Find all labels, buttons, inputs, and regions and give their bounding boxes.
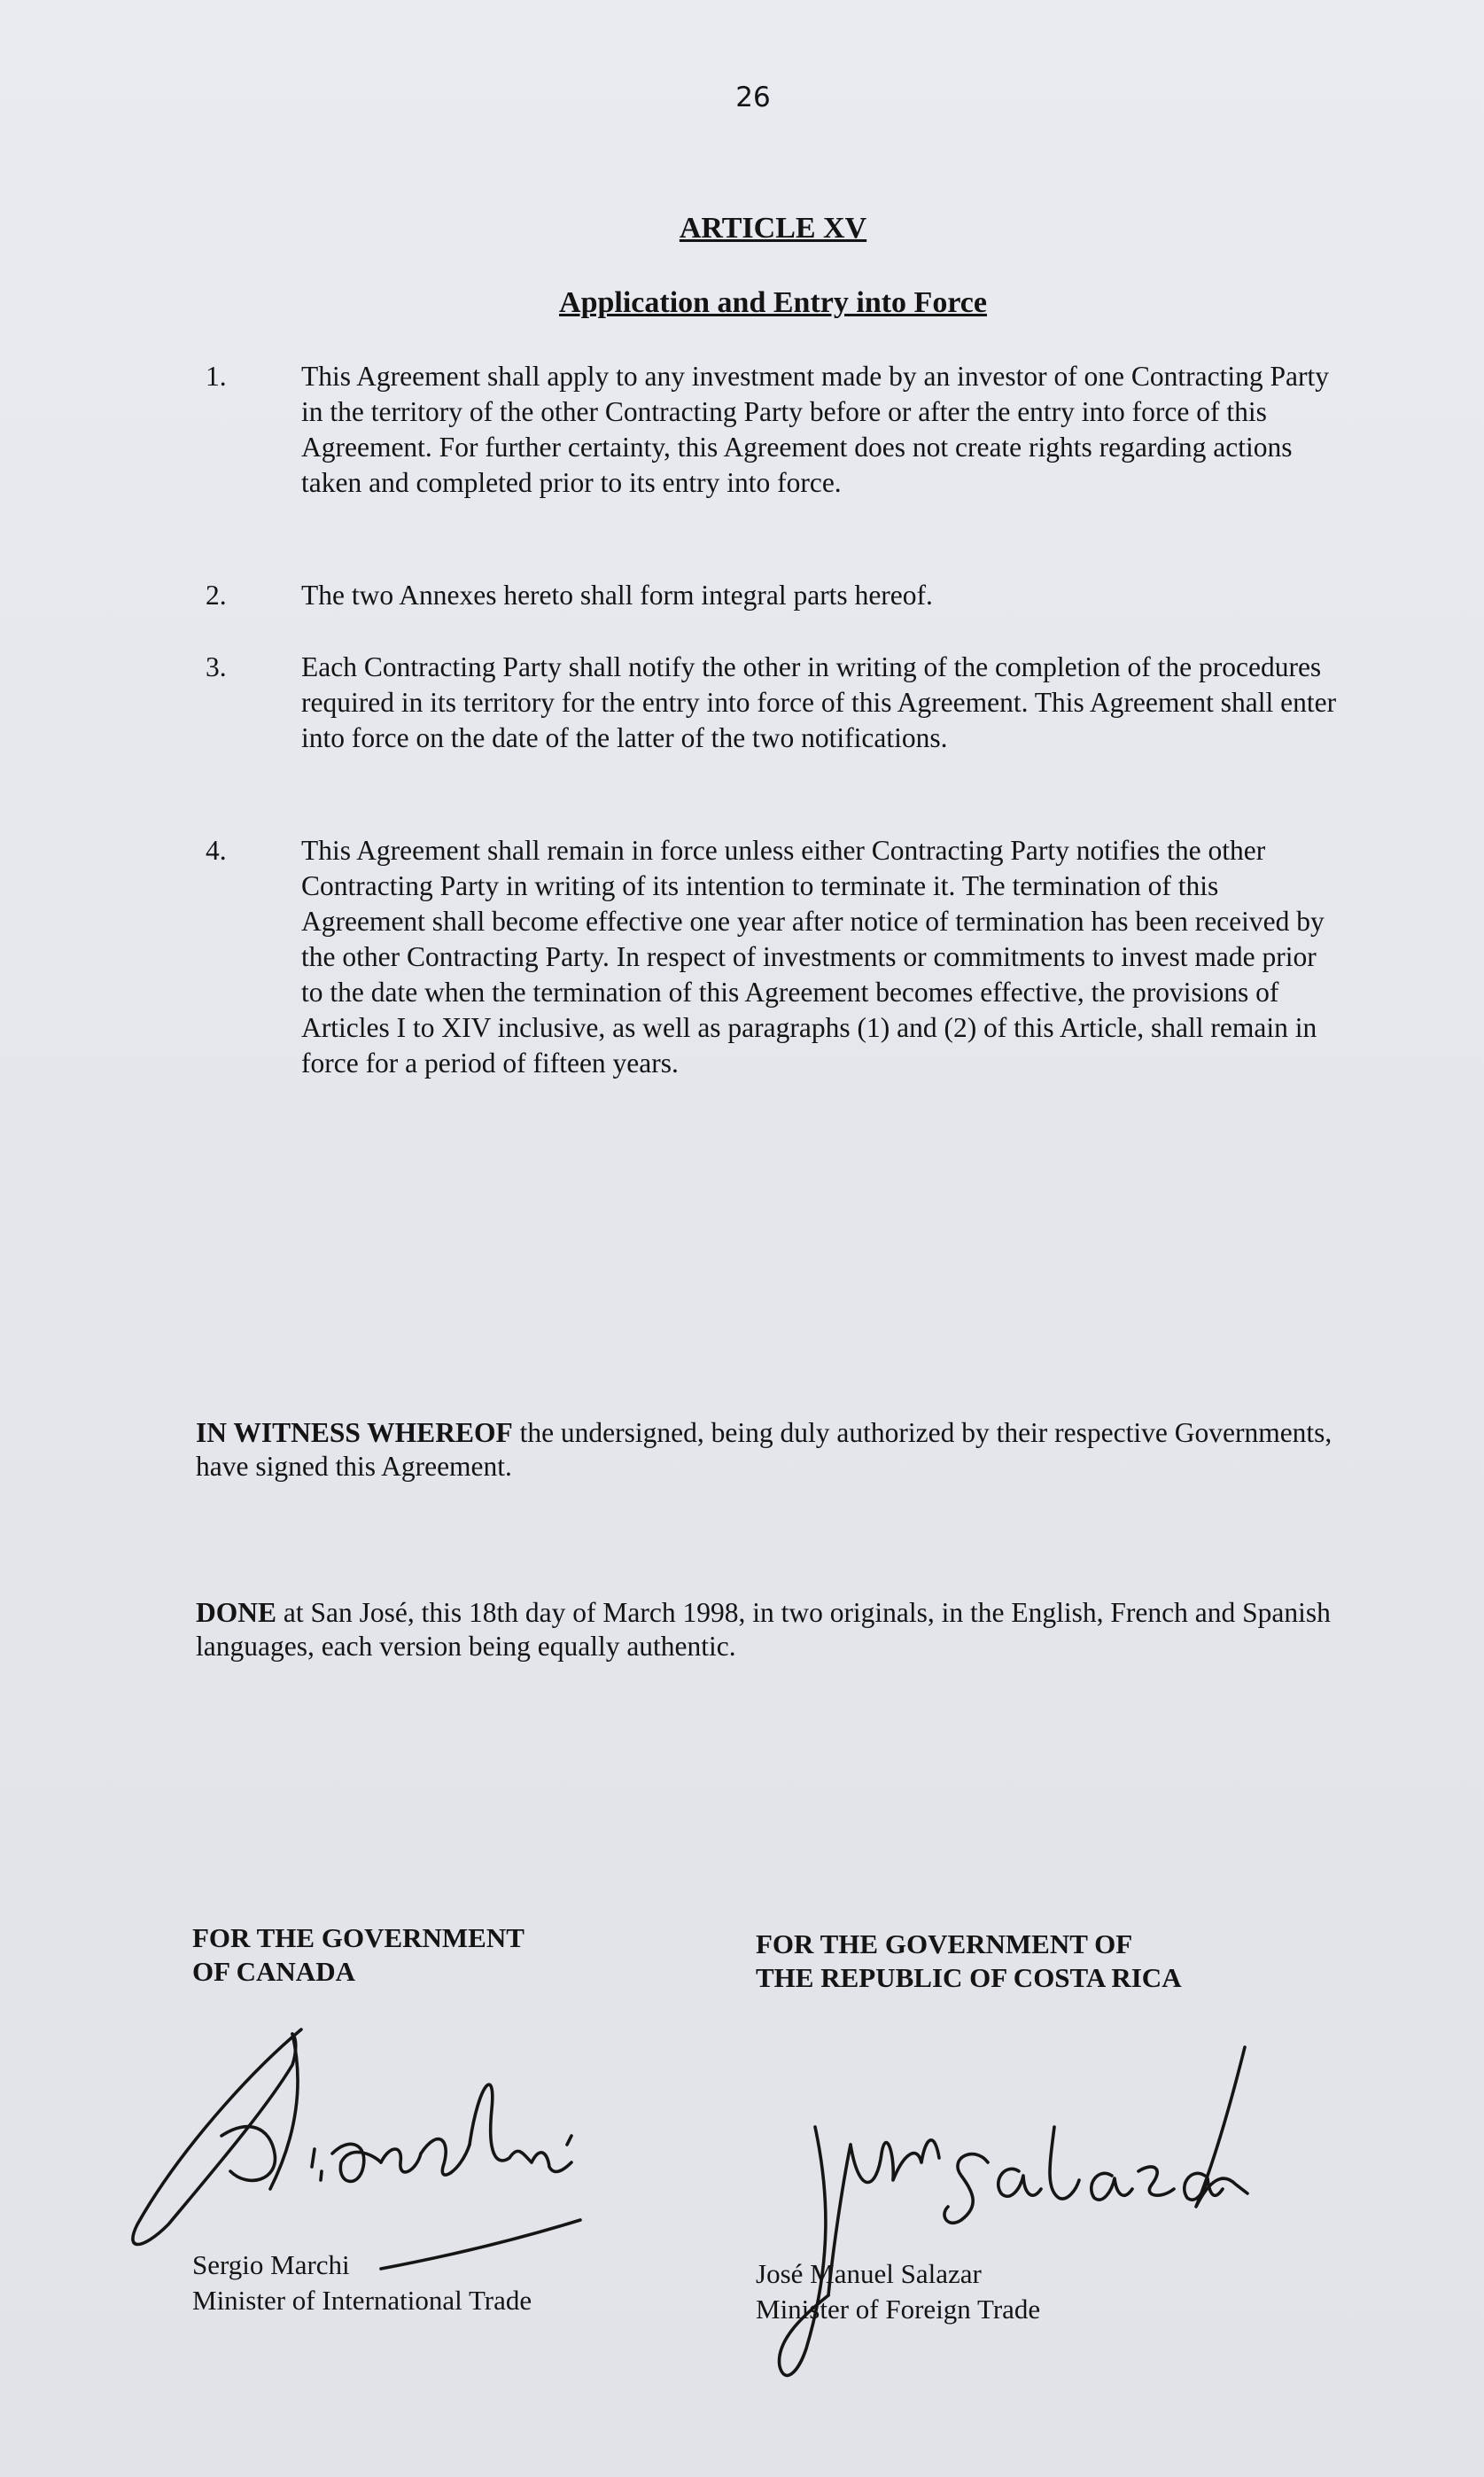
done-text: at San José, this 18th day of March 1998, in two originals, in the English, French and Spanish languages, each version being equally authentic. bbox=[196, 1597, 1331, 1662]
canada-signatory bbox=[192, 2247, 532, 2318]
paragraph-number: 2. bbox=[206, 580, 227, 611]
paragraph-text: This Agreement shall apply to any investment made by an investor of one Contracting Party in the territory of the other Contracting Party before or after the entry into force of this Agreement. For further certainty, this Agreement does not create rights regarding actions taken and completed prior to its entry into force. bbox=[301, 361, 1329, 498]
paragraph-number: 4. bbox=[206, 835, 227, 866]
paragraph-text: Each Contracting Party shall notify the other in writing of the completion of the procedures required in its territory for the entry into force of this Agreement. This Agreement shall enter into force on the date of the latter of the two notifications. bbox=[301, 651, 1337, 753]
canada-signatory-heading bbox=[192, 1921, 524, 1989]
canada-signature bbox=[115, 2012, 611, 2282]
done-clause bbox=[196, 1596, 1348, 1663]
paragraph-number: 1. bbox=[206, 361, 227, 392]
costa-rica-signatory-title: Minister of Foreign Trade bbox=[756, 2294, 1041, 2325]
paragraph-text: The two Annexes hereto shall form integral parts hereof. bbox=[301, 580, 933, 611]
paragraph-text: This Agreement shall remain in force unless either Contracting Party notifies the other Contracting Party in writing of its intention to terminate it. The termination of this Agreement shall become effective one year after notice of termination has been received by the other Contracting Party. In respect of investments or commitments to invest made prior to the date when the termination of this Agreement becomes effective, the provisions of Articles I to XIV inclusive, as well as paragraphs (1) and (2) of this Article, shall remain in force for a period of fifteen years. bbox=[301, 835, 1325, 1079]
costa-rica-signature bbox=[762, 2029, 1258, 2406]
witness-text: the undersigned, being duly authorized by their respective Governments, have signed this Agreement. bbox=[196, 1417, 1332, 1482]
canada-heading-line1: FOR THE GOVERNMENT bbox=[192, 1922, 524, 1953]
canada-signatory-title: Minister of International Trade bbox=[192, 2285, 532, 2316]
costa-rica-heading-line2: THE REPUBLIC OF COSTA RICA bbox=[756, 1962, 1182, 1993]
witness-clause bbox=[196, 1416, 1348, 1484]
article-title: ARTICLE XV bbox=[679, 212, 867, 245]
paragraph-3 bbox=[206, 650, 1340, 756]
canada-heading-line2: OF CANADA bbox=[192, 1956, 355, 1987]
canada-signatory-name: Sergio Marchi bbox=[192, 2249, 350, 2280]
paragraph-1 bbox=[206, 359, 1340, 501]
costa-rica-signatory-heading bbox=[756, 1928, 1182, 1995]
article-subtitle: Application and Entry into Force bbox=[559, 286, 987, 319]
paragraph-2 bbox=[206, 578, 1340, 613]
paragraph-number: 3. bbox=[206, 651, 227, 682]
paragraph-4 bbox=[206, 833, 1340, 1081]
done-lead: DONE bbox=[196, 1597, 277, 1628]
page-number: 26 bbox=[735, 82, 771, 113]
costa-rica-heading-line1: FOR THE GOVERNMENT OF bbox=[756, 1928, 1133, 1959]
costa-rica-signatory bbox=[756, 2256, 1040, 2327]
witness-lead: IN WITNESS WHEREOF bbox=[196, 1417, 513, 1448]
costa-rica-signatory-name: José Manuel Salazar bbox=[756, 2258, 982, 2289]
